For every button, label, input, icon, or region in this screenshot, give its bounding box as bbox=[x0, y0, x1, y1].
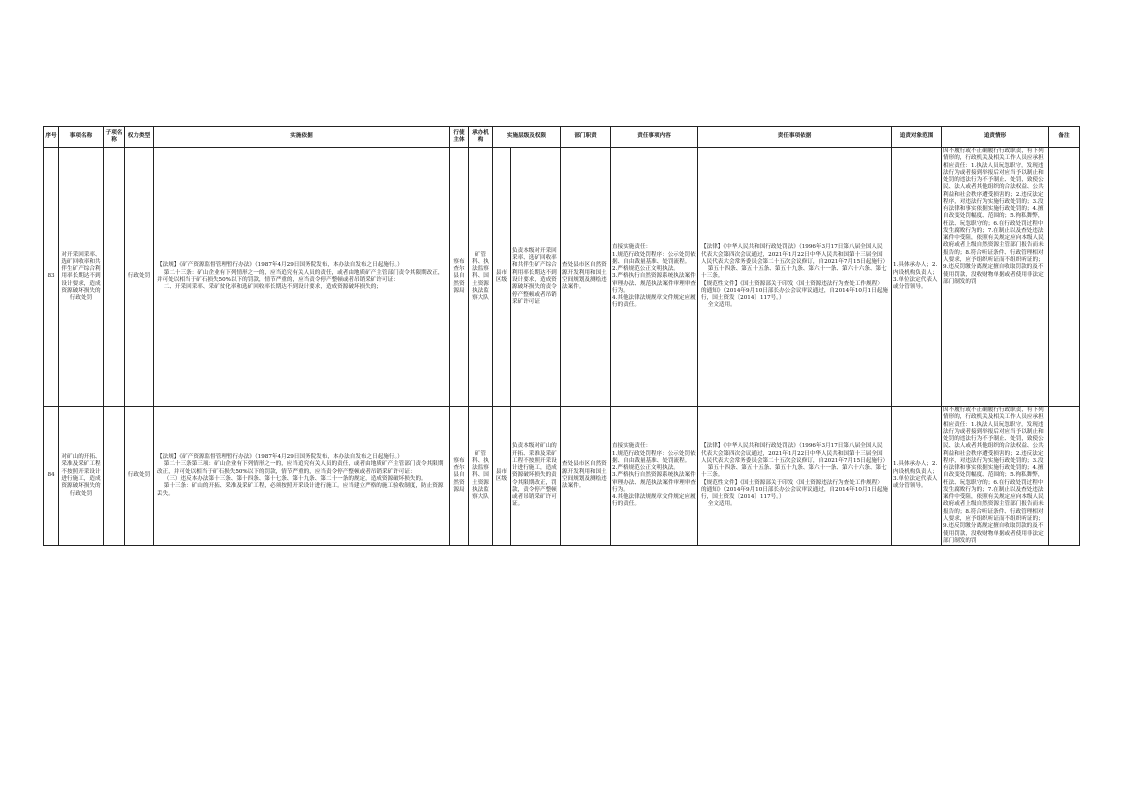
basis2-line: 【规范性文件】《国土资源部关于印发〈国土资源违法行为查处工作规程〉的通知》（2014年9月10日部长办公会议审议通过，自2014年10月1日起施行，国土资发〔2014〕117号。） bbox=[701, 479, 888, 501]
cell-subject: 察布查尔县自然资源局 bbox=[450, 407, 469, 546]
cell-level: 县市区级 bbox=[493, 148, 511, 407]
content-line: 4.其他法律法规规章文件规定应履行的责任。 bbox=[612, 494, 696, 508]
header-level-authority: 实施层级及权限 bbox=[493, 127, 561, 148]
cell-seq: 84 bbox=[44, 407, 59, 546]
content-line: 直接实施责任： bbox=[612, 244, 652, 251]
cell-target: 1.具体承办人；2.内设机构负责人；3.单位法定代表人或分管领导。 bbox=[892, 148, 942, 407]
cell-level: 县市区级 bbox=[493, 407, 511, 546]
cell-sub-item bbox=[104, 407, 125, 546]
basis2-line: 全文适用。 bbox=[707, 501, 736, 508]
header-sub-item: 子项名称 bbox=[104, 127, 125, 148]
cell-cases: 因不履行或不正确履行行政职责，有下列情形的，行政机关及相关工作人员应承担相应责任：1.执法人员玩忽职守，发现违法行为或者接到举报后对应当予以制止和处罚的违法行为不予制止、处罚，致使公民、法人或者其他组织的合法权益、公共利益和社会秩序遭受损害的；2.违反法定程序，对违法行为实施行政处罚的；3.没有法律和事实依据实施行政处罚的；4.擅自改变处罚幅度、范围的；5.徇私舞弊，枉法、玩忽职守的；6.在行政处罚过程中发生腐败行为的；7.在制止以及查处违法案件中受阻，依照有关规定应向本级人民政府或者上级自然资源主管部门报告而未报告的；8.符合听证条件、行政管理相对人要求，应予组织听证而不组织听证的；9.违反罚缴分离规定擅自收取罚款的及不使用罚款，没收财物单据或者使用非法定部门制发的罚 bbox=[942, 148, 1049, 407]
header-agency: 承办机构 bbox=[469, 127, 493, 148]
basis2-line: 【法律】《中华人民共和国行政处罚法》（1996年3月17日第八届全国人民代表大会第四次会议通过，2021年1月22日中华人民共和国第十三届全国人民代表大会常务委员会第二十五次会议修订，自2021年7月15日起施行） bbox=[701, 244, 889, 265]
cell-content bbox=[611, 148, 698, 407]
header-row bbox=[44, 127, 1080, 148]
header-dept-duty: 部门职责 bbox=[561, 127, 611, 148]
cell-authority: 负责本级对开采回采率、选矿回收率和共伴生矿产综合利用率长期达不到设计要求，造成资源破坏损失的责令停产整顿或者吊销采矿许可证 bbox=[511, 148, 561, 407]
cell-basis bbox=[154, 407, 450, 546]
header-basis: 实施依据 bbox=[154, 127, 450, 148]
cell-target: 1.具体承办人；2.内设机构负责人；3.单位法定代表人或分管领导。 bbox=[892, 407, 942, 546]
cell-basis2 bbox=[698, 407, 892, 546]
content-line: 3.严格执行自然资源系统执法案件审理办法、规范执法案件审理审查行为。 bbox=[612, 472, 696, 493]
basis2-line: 【规范性文件】《国土资源部关于印发〈国土资源违法行为查处工作规程〉的通知》（2014年9月10日部长办公会议审议通过，自2014年10月1日起施行，国土资发〔2014〕117号。） bbox=[701, 280, 888, 302]
content-line: 1.规范行政处罚程序：公示处罚依据、自由裁量基准、处罚流程。 bbox=[612, 450, 696, 464]
cell-agency: 矿管科、执法监察科、国土资源执法监察大队 bbox=[469, 407, 493, 546]
header-subject: 行使主体 bbox=[450, 127, 469, 148]
basis-line: 【法规】《矿产资源监督管理暂行办法》（1987年4月29日国务院发布，本办法自发布之日起施行。） bbox=[157, 454, 403, 461]
cell-power-type: 行政处罚 bbox=[125, 148, 154, 407]
header-cases: 追责情形 bbox=[942, 127, 1049, 148]
content-line: 3.严格执行自然资源系统执法案件审理办法、规范执法案件审理审查行为。 bbox=[612, 273, 696, 294]
header-remark: 备注 bbox=[1049, 127, 1080, 148]
cell-remark bbox=[1049, 407, 1080, 546]
header-target: 追责对象范围 bbox=[892, 127, 942, 148]
cell-cases: 因不履行或不正确履行行政职责，有下列情形的，行政机关及相关工作人员应承担相应责任：1.执法人员玩忽职守，发现违法行为或者接到举报后对应当予以制止和处罚的违法行为不予制止、处罚，致使公民、法人或者其他组织的合法权益、公共利益和社会秩序遭受损害的；2.违反法定程序，对违法行为实施行政处罚的；3.没有法律和事实依据实施行政处罚的；4.擅自改变处罚幅度、范围的；5.徇私舞弊，枉法、玩忽职守的；6.在行政处罚过程中发生腐败行为的；7.在制止以及查处违法案件中受阻，依照有关规定应向本级人民政府或者上级自然资源主管部门报告而未报告的；8.符合听证条件、行政管理相对人要求，应予组织听证而不组织听证的；9.违反罚缴分离规定擅自收取罚款的及不使用罚款，没收财物单据或者使用非法定部门制发的罚 bbox=[942, 407, 1049, 546]
content-line: 1.规范行政处罚程序：公示处罚依据、自由裁量基准、处罚流程。 bbox=[612, 251, 696, 265]
header-power-type: 权力类型 bbox=[125, 127, 154, 148]
cell-remark bbox=[1049, 148, 1080, 407]
cell-sub-item bbox=[104, 148, 125, 407]
basis-line: 第二十三条：矿山企业有下列情形之一的，应当追究有关人员的责任，或者由地质矿产主管部门责令其限期改正，并可处以相当于矿石损失50%以下的罚款，情节严重的，应当责令停产整顿或者吊销采矿许可证： bbox=[157, 269, 444, 283]
content-line: 4.其他法律法规规章文件规定应履行的责任。 bbox=[612, 295, 696, 309]
cell-dept-duty: 查处县市区自然资源开发利用和国土空间规划及测绘违法案件。 bbox=[561, 407, 611, 546]
cell-power-type: 行政处罚 bbox=[125, 407, 154, 546]
content-line: 直接实施责任： bbox=[612, 443, 652, 450]
basis2-line: 全文适用。 bbox=[707, 302, 736, 309]
basis-line: 【法规】《矿产资源监督管理暂行办法》（1987年4月29日国务院发布，本办法自发布之日起施行。） bbox=[157, 262, 403, 269]
header-basis2: 责任事项依据 bbox=[698, 127, 892, 148]
responsibility-table bbox=[43, 126, 1080, 546]
header-seq: 序号 bbox=[44, 127, 59, 148]
header-content: 责任事项内容 bbox=[611, 127, 698, 148]
cell-authority: 负责本级对矿山的开拓、采准及采矿工程不按照开采设计进行施工，造成资源破坏损失的责令其限期改正，罚款，责令停产整顿或者吊销采矿许可证。 bbox=[511, 407, 561, 546]
basis-line: 二、开采回采率、采矿贫化率和选矿回收率长期达不到设计要求，造成资源破坏损失的； bbox=[163, 284, 382, 291]
cell-subject: 察布查尔县自然资源局 bbox=[450, 148, 469, 407]
basis-line: （三）违反本办法第十三条、第十四条、第十七条、第十九条、第二十一条的规定，造成资源破坏损失的。 bbox=[163, 476, 427, 483]
basis2-line: 【法律】《中华人民共和国行政处罚法》（1996年3月17日第八届全国人民代表大会第四次会议通过，2021年1月22日中华人民共和国第十三届全国人民代表大会常务委员会第二十五次会议修订，自2021年7月15日起施行） bbox=[701, 443, 889, 464]
cell-basis bbox=[154, 148, 450, 407]
cell-item-name: 对矿山的开拓、采准及采矿工程不按照开采设计进行施工，造成资源破坏损失的行政处罚 bbox=[59, 407, 104, 546]
cell-basis2 bbox=[698, 148, 892, 407]
cell-item-name: 对开采回采率、选矿回收率和共伴生矿产综合利用率长期达不到设计要求，造成资源破坏损失的行政处罚 bbox=[59, 148, 104, 407]
cell-agency: 矿管科、执法监察科、国土资源执法监察大队 bbox=[469, 148, 493, 407]
table-row bbox=[44, 148, 1080, 407]
cell-seq: 83 bbox=[44, 148, 59, 407]
basis2-line: 第五十四条、第五十五条、第五十九条、第六十一条、第六十六条、第七十三条。 bbox=[701, 465, 887, 479]
basis2-line: 第五十四条、第五十五条、第五十九条、第六十一条、第六十六条、第七十三条。 bbox=[701, 266, 887, 280]
basis-line: 第十三条：矿山的开拓、采准及采矿工程，必须按照开采设计进行施工。应当建立严格的施工验收制度，防止资源丢失。 bbox=[157, 483, 444, 497]
basis-line: 第二十三条第三项：矿山企业有下列情形之一的，应当追究有关人员的责任，或者由地质矿产主管部门责令其限期改正，并可处以相当于矿石损失50%以下的罚款，情节严重的，应当责令停产整顿或者吊销采矿许可证： bbox=[157, 461, 444, 475]
cell-content bbox=[611, 407, 698, 546]
header-item-name: 事项名称 bbox=[59, 127, 104, 148]
table-row bbox=[44, 407, 1080, 546]
content-line: 2.严格规范公正文明执法。 bbox=[612, 266, 679, 273]
content-line: 2.严格规范公正文明执法。 bbox=[612, 465, 679, 472]
cell-dept-duty: 查处县市区自然资源开发利用和国土空间规划及测绘违法案件。 bbox=[561, 148, 611, 407]
